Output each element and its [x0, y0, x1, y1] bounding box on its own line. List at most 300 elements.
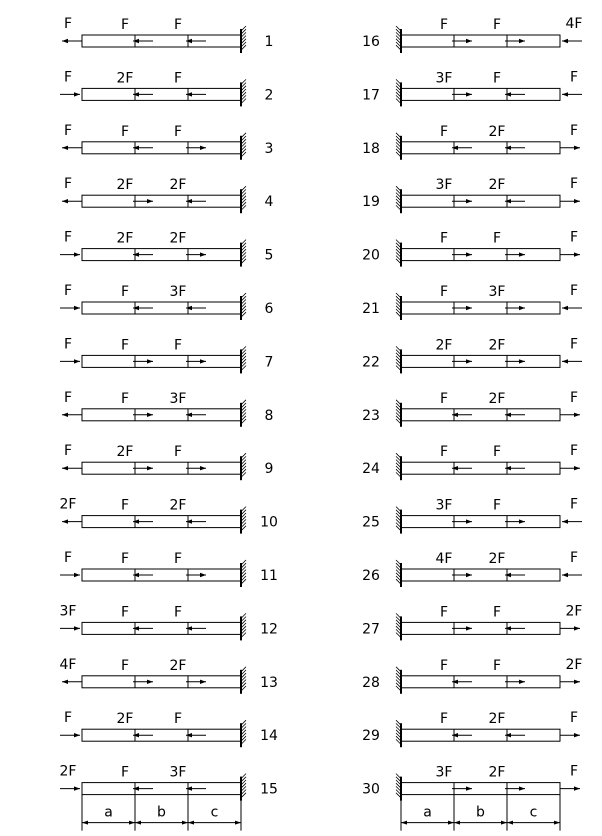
load-label: 3F: [488, 284, 506, 300]
wall-support: [396, 560, 401, 587]
load-arrow-s1-head: [133, 252, 139, 256]
load-label: F: [120, 497, 130, 514]
load-arrow-s2: [186, 466, 206, 470]
end-load-label: F: [569, 336, 579, 353]
bar-row-20: [362, 230, 580, 267]
load-label: 2F: [116, 711, 134, 728]
dimension-arrowhead: [554, 821, 560, 825]
end-load-arrow: [62, 199, 82, 203]
problem-number: 25: [362, 514, 380, 531]
end-load-label: F: [569, 176, 579, 193]
bar-row-19: [362, 176, 580, 213]
load-label: F: [120, 390, 130, 407]
end-load-arrow-head: [62, 519, 68, 523]
bar-body: [82, 676, 241, 688]
load-arrow-s1: [133, 146, 153, 150]
bar-body: [401, 622, 560, 634]
bar-body: [401, 409, 560, 421]
load-arrow-s1: [452, 786, 472, 790]
load-label: 3F: [435, 497, 453, 514]
load-arrow-s2-head: [519, 252, 525, 256]
end-load-label: F: [63, 69, 73, 86]
load-arrow-s1-head: [452, 466, 458, 470]
wall-support: [241, 186, 246, 213]
problem-number: 16: [362, 34, 380, 50]
end-load-arrow-head: [574, 146, 580, 150]
bar-body: [82, 409, 241, 421]
load-arrow-s2-head: [186, 199, 192, 203]
problem-number: 19: [362, 194, 380, 211]
load-arrow-s2: [186, 413, 206, 417]
load-label: 3F: [435, 764, 453, 781]
dimension-label-b: b: [157, 804, 166, 821]
load-label: 2F: [435, 337, 453, 354]
load-label: 2F: [169, 497, 187, 514]
problem-number: 27: [362, 621, 380, 638]
load-arrow-s1: [452, 306, 472, 310]
bar-body: [401, 195, 560, 207]
load-arrow-s1-head: [466, 359, 472, 363]
load-label: F: [492, 444, 502, 461]
load-arrow-s2-head: [186, 413, 192, 417]
bar-row-2: [60, 69, 273, 106]
load-arrow-s1-head: [466, 199, 472, 203]
problem-number: 22: [362, 354, 380, 371]
end-load-label: F: [63, 283, 73, 299]
bar-row-18: [362, 123, 580, 160]
wall-support: [396, 720, 401, 747]
load-arrow-s2-head: [200, 573, 206, 577]
load-label: F: [439, 604, 449, 621]
end-load-arrow: [562, 519, 582, 523]
wall-support: [396, 507, 401, 534]
end-load-arrow: [562, 92, 582, 96]
load-label: 3F: [435, 70, 453, 87]
load-arrow-s2-head: [505, 199, 511, 203]
load-label: F: [120, 17, 130, 33]
load-label: F: [439, 444, 449, 461]
dimension-label-a: a: [423, 804, 432, 821]
load-arrow-s1: [133, 626, 153, 630]
load-label: F: [173, 337, 183, 354]
right-dimensions: [401, 795, 560, 831]
dimension-arrowhead: [235, 821, 241, 825]
load-label: 2F: [488, 711, 506, 728]
load-label: F: [492, 604, 502, 621]
end-load-label: F: [63, 16, 73, 32]
dimension-label-c: c: [210, 804, 219, 821]
end-load-label: F: [63, 122, 73, 139]
end-load-arrow-head: [574, 413, 580, 417]
load-label: 2F: [488, 177, 506, 194]
load-arrow-s1-head: [452, 413, 458, 417]
load-label: 2F: [169, 177, 187, 194]
bar-body: [401, 516, 560, 528]
load-arrow-s2: [505, 39, 525, 43]
wall-support: [396, 133, 401, 160]
dimension-arrowhead: [454, 821, 460, 825]
load-arrow-s2: [186, 146, 206, 150]
wall-support: [241, 560, 246, 587]
bar-body: [401, 302, 560, 314]
end-load-arrow-head: [62, 680, 68, 684]
load-arrow-s1-head: [133, 92, 139, 96]
end-load-arrow-head: [74, 573, 80, 577]
bar-row-13: [60, 657, 278, 694]
load-arrow-s1: [133, 519, 153, 523]
end-load-label: F: [63, 550, 73, 566]
problem-number: 1: [264, 34, 274, 50]
load-arrow-s1: [133, 573, 153, 577]
wall-support: [241, 133, 246, 160]
end-load-arrow: [62, 519, 82, 523]
load-arrow-s2: [186, 733, 206, 737]
end-load-arrow: [62, 466, 82, 470]
load-arrow-s1-head: [133, 626, 139, 630]
load-label: 3F: [169, 284, 187, 300]
load-arrow-s2: [186, 573, 206, 577]
load-label: 3F: [169, 764, 187, 781]
bar-row-4: [62, 176, 274, 213]
load-arrow-s1-head: [452, 680, 458, 684]
wall-support: [396, 293, 401, 320]
dimension-label-a: a: [104, 804, 113, 821]
problem-number: 20: [362, 247, 380, 264]
problem-number: 14: [260, 728, 278, 745]
bar-body: [82, 35, 241, 47]
load-arrow-s1-head: [452, 733, 458, 737]
end-load-arrow-head: [574, 626, 580, 630]
end-load-arrow: [60, 252, 80, 256]
bar-row-7: [60, 336, 273, 373]
end-load-arrow-head: [574, 680, 580, 684]
end-load-arrow-head: [574, 786, 580, 790]
problem-number: 17: [362, 87, 380, 104]
problem-number: 28: [362, 674, 380, 691]
end-load-label: 3F: [59, 603, 77, 620]
end-load-arrow: [60, 733, 80, 737]
load-arrow-s1: [452, 359, 472, 363]
load-arrow-s2-head: [505, 146, 511, 150]
end-load-arrow-head: [574, 252, 580, 256]
load-label: 2F: [488, 764, 506, 781]
load-arrow-s1-head: [133, 786, 139, 790]
load-arrow-s2-head: [200, 680, 206, 684]
load-arrow-s1: [133, 413, 153, 417]
bar-row-16: [362, 16, 582, 53]
end-load-label: F: [63, 229, 73, 246]
load-arrow-s1: [452, 680, 472, 684]
end-load-arrow: [560, 626, 580, 630]
end-load-label: 4F: [565, 16, 583, 32]
load-label: F: [120, 284, 130, 300]
load-arrow-s2: [505, 146, 525, 150]
bar-row-23: [362, 390, 580, 427]
load-label: F: [439, 123, 449, 140]
bar-row-28: [362, 657, 582, 694]
wall-support: [396, 667, 401, 694]
load-arrow-s1: [133, 39, 153, 43]
load-arrow-s2-head: [200, 252, 206, 256]
load-label: F: [439, 390, 449, 407]
bar-row-11: [60, 550, 278, 587]
end-load-arrow: [562, 573, 582, 577]
wall-support: [396, 400, 401, 427]
bar-row-30: [362, 764, 580, 801]
load-arrow-s1-head: [133, 146, 139, 150]
load-arrow-s2-head: [186, 92, 192, 96]
end-load-arrow-head: [574, 466, 580, 470]
load-arrow-s1-head: [466, 519, 472, 523]
load-label: 3F: [435, 177, 453, 194]
end-load-label: F: [569, 69, 579, 86]
load-arrow-s2-head: [200, 359, 206, 363]
dimension-arrowhead: [507, 821, 513, 825]
wall-support: [396, 613, 401, 640]
load-arrow-s2: [186, 252, 206, 256]
end-load-label: 4F: [59, 656, 77, 673]
load-arrow-s2-head: [519, 786, 525, 790]
load-arrow-s2: [186, 199, 206, 203]
load-arrow-s1-head: [466, 252, 472, 256]
wall-support: [241, 507, 246, 534]
load-label: F: [439, 284, 449, 300]
end-load-arrow: [562, 359, 582, 363]
end-load-arrow-head: [562, 519, 568, 523]
end-load-arrow-head: [562, 359, 568, 363]
load-arrow-s2: [186, 626, 206, 630]
load-label: F: [120, 337, 130, 354]
wall-support: [396, 453, 401, 480]
problem-number: 7: [264, 354, 274, 371]
wall-support: [396, 79, 401, 106]
load-label: F: [120, 123, 130, 140]
load-arrow-s1: [452, 626, 472, 630]
bar-row-24: [362, 443, 580, 480]
wall-support: [241, 667, 246, 694]
end-load-arrow: [560, 733, 580, 737]
problem-number: 12: [260, 621, 278, 638]
end-load-arrow-head: [562, 39, 568, 43]
end-load-arrow: [560, 146, 580, 150]
load-arrow-s2: [186, 359, 206, 363]
load-label: F: [439, 711, 449, 728]
end-load-arrow: [60, 306, 80, 310]
bar-body: [82, 516, 241, 528]
load-arrow-s1-head: [466, 92, 472, 96]
end-load-arrow: [562, 306, 582, 310]
end-load-arrow: [60, 92, 80, 96]
load-label: F: [173, 551, 183, 567]
end-load-label: F: [569, 122, 579, 139]
load-arrow-s1: [133, 786, 153, 790]
load-arrow-s1-head: [133, 306, 139, 310]
load-label: F: [492, 230, 502, 247]
wall-support: [241, 79, 246, 106]
load-label: 2F: [488, 390, 506, 407]
load-arrow-s1: [452, 92, 472, 96]
bar-row-25: [362, 497, 582, 534]
load-label: F: [439, 657, 449, 674]
bar-row-1: [62, 16, 273, 53]
load-arrow-s1: [452, 39, 472, 43]
load-arrow-s1-head: [452, 146, 458, 150]
end-load-arrow-head: [562, 573, 568, 577]
end-load-label: F: [63, 710, 73, 727]
load-arrow-s1: [452, 252, 472, 256]
bar-row-8: [62, 390, 273, 427]
end-load-label: F: [569, 710, 579, 727]
load-arrow-s2: [505, 786, 525, 790]
wall-support: [241, 26, 246, 53]
end-load-label: F: [569, 389, 579, 406]
bar-body: [401, 676, 560, 688]
end-load-arrow: [62, 680, 82, 684]
load-label: F: [492, 657, 502, 674]
load-arrow-s1: [133, 466, 153, 470]
dimension-arrowhead: [501, 821, 507, 825]
load-arrow-s1-head: [466, 306, 472, 310]
end-load-arrow-head: [574, 733, 580, 737]
end-load-arrow-head: [62, 466, 68, 470]
problem-number: 13: [260, 674, 278, 691]
load-label: F: [492, 70, 502, 87]
bar-row-15: [60, 764, 278, 801]
load-label: F: [173, 70, 183, 87]
problem-number: 24: [362, 461, 380, 478]
bar-body: [82, 569, 241, 581]
dimension-arrowhead: [401, 821, 407, 825]
end-load-label: 2F: [59, 763, 77, 780]
load-arrow-s2-head: [505, 733, 511, 737]
load-arrow-s2: [186, 786, 206, 790]
end-load-arrow-head: [62, 39, 68, 43]
load-arrow-s1: [133, 306, 153, 310]
load-arrow-s2: [505, 573, 525, 577]
load-arrow-s2: [505, 199, 525, 203]
load-label: F: [120, 551, 130, 567]
problem-number: 26: [362, 568, 380, 584]
end-load-arrow: [560, 466, 580, 470]
wall-support: [396, 240, 401, 267]
problem-number: 9: [264, 461, 274, 478]
bar-row-12: [60, 603, 278, 640]
end-load-label: F: [63, 389, 73, 406]
load-arrow-s1: [452, 466, 472, 470]
wall-support: [241, 613, 246, 640]
end-load-arrow-head: [74, 626, 80, 630]
load-arrow-s2-head: [519, 680, 525, 684]
load-label: 3F: [169, 390, 187, 407]
load-arrow-s2-head: [505, 573, 511, 577]
load-arrow-s2: [505, 466, 525, 470]
end-load-label: F: [63, 176, 73, 193]
load-label: F: [173, 17, 183, 33]
bar-row-14: [60, 710, 278, 747]
end-load-label: F: [63, 443, 73, 460]
bar-body: [401, 249, 560, 261]
dimension-arrowhead: [129, 821, 135, 825]
end-load-arrow-head: [574, 199, 580, 203]
load-arrow-s1-head: [133, 519, 139, 523]
end-load-arrow-head: [562, 92, 568, 96]
load-arrow-s1: [452, 199, 472, 203]
end-load-arrow-head: [62, 199, 68, 203]
load-arrow-s2: [505, 413, 525, 417]
end-load-label: 2F: [565, 656, 583, 673]
load-label: 4F: [435, 551, 453, 567]
bar-row-5: [60, 230, 273, 267]
bar-body: [82, 249, 241, 261]
bar-body: [82, 142, 241, 154]
load-label: F: [492, 17, 502, 33]
problem-number: 18: [362, 140, 380, 157]
bar-row-22: [362, 336, 582, 373]
load-arrow-s2-head: [505, 626, 511, 630]
load-arrow-s1-head: [466, 786, 472, 790]
end-load-label: 2F: [59, 496, 77, 513]
load-arrow-s2: [505, 92, 525, 96]
bar-body: [401, 569, 560, 581]
bar-body: [401, 783, 560, 795]
problem-number: 6: [264, 301, 274, 317]
bar-body: [82, 729, 241, 741]
bar-row-29: [362, 710, 580, 747]
wall-support: [396, 774, 401, 801]
end-load-arrow: [562, 39, 582, 43]
wall-support: [241, 240, 246, 267]
end-load-arrow: [62, 39, 82, 43]
load-arrow-s2-head: [186, 626, 192, 630]
load-arrow-s2-head: [186, 733, 192, 737]
end-load-arrow: [560, 680, 580, 684]
load-label: 2F: [488, 551, 506, 567]
load-arrow-s2: [186, 680, 206, 684]
load-arrow-s1: [133, 359, 153, 363]
bar-body: [401, 355, 560, 367]
load-arrow-s1-head: [147, 413, 153, 417]
end-load-arrow-head: [74, 733, 80, 737]
load-label: 2F: [488, 123, 506, 140]
load-arrow-s1-head: [133, 39, 139, 43]
load-arrow-s2: [505, 733, 525, 737]
load-arrow-s1: [133, 199, 153, 203]
bar-body: [82, 88, 241, 100]
dimension-arrowhead: [448, 821, 454, 825]
bar-body: [401, 88, 560, 100]
load-arrow-s1: [133, 733, 153, 737]
end-load-label: F: [569, 229, 579, 246]
load-arrow-s2: [186, 92, 206, 96]
wall-support: [241, 774, 246, 801]
load-arrow-s1: [452, 519, 472, 523]
load-arrow-s2-head: [200, 146, 206, 150]
end-load-arrow-head: [562, 306, 568, 310]
load-arrow-s2: [505, 252, 525, 256]
load-arrow-s2: [505, 359, 525, 363]
problem-number: 8: [264, 407, 274, 424]
load-arrow-s2-head: [505, 413, 511, 417]
load-arrow-s1-head: [133, 733, 139, 737]
load-label: 2F: [169, 657, 187, 674]
bar-body: [401, 35, 560, 47]
wall-support: [241, 400, 246, 427]
load-label: F: [439, 230, 449, 247]
load-arrow-s1-head: [147, 680, 153, 684]
bar-body: [82, 195, 241, 207]
bar-body: [82, 783, 241, 795]
end-load-arrow: [560, 786, 580, 790]
